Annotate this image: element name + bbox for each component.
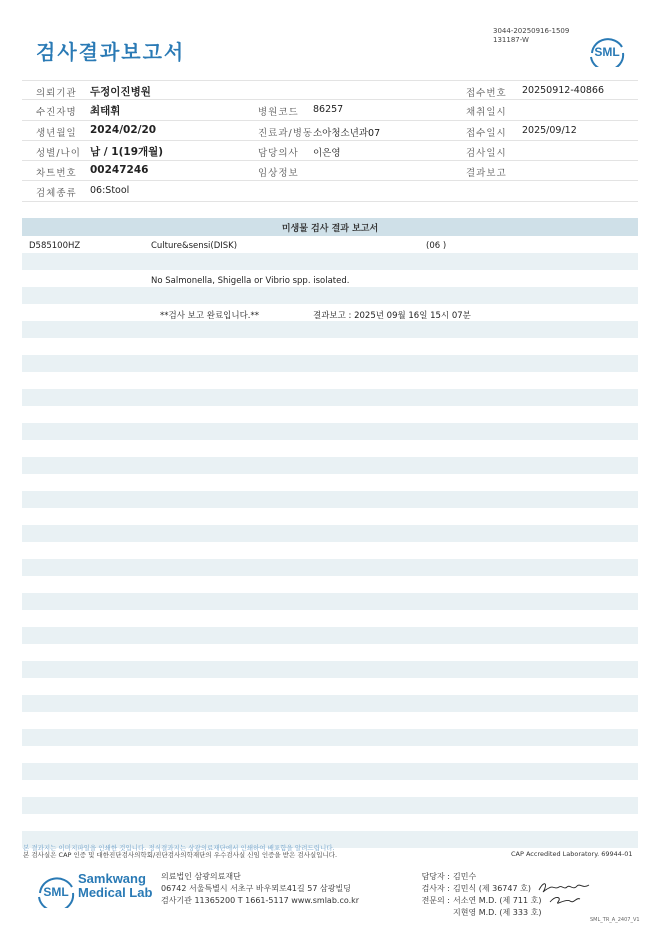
- doctor-label: 담당의사: [258, 147, 299, 159]
- row-stripe: [22, 763, 638, 780]
- report-id-line2: 131187-W: [493, 36, 529, 44]
- info-row: [22, 80, 638, 100]
- accession-value: 20250912-40866: [522, 85, 605, 96]
- chart-label: 차트번호: [36, 168, 77, 180]
- row-stripe: [22, 423, 638, 440]
- org-street: 06742 서울특별시 서초구 바우뫼로41길 57 삼광빌딩: [161, 884, 351, 893]
- row-stripe: [22, 661, 638, 678]
- name-label: 수진자명: [36, 107, 77, 119]
- receipt-date-value: 2025/09/12: [522, 124, 577, 136]
- brand-line2: Medical Lab: [78, 885, 153, 900]
- row-stripe: [22, 491, 638, 508]
- name-value: 최태휘: [90, 105, 121, 118]
- tester-label: 검사자 :: [421, 884, 450, 893]
- form-id: SML_TR_A_2407_V1: [590, 917, 640, 923]
- org-name: 의료법인 삼광의료재단: [161, 872, 241, 881]
- birth-value: 2024/02/20: [90, 123, 157, 136]
- clinical-label: 임상정보: [258, 168, 299, 180]
- specialist2-value: 지현영 M.D. (제 333 호): [453, 908, 542, 917]
- report-id: [493, 27, 569, 45]
- manager-label: 담당자 :: [421, 872, 450, 881]
- row-stripe: [22, 457, 638, 474]
- specialist1-value: 서소연 M.D. (제 711 호): [453, 896, 542, 905]
- page-title: 검사결과보고서: [36, 40, 186, 64]
- accession-label: 접수번호: [466, 88, 507, 99]
- logo-text: SML: [43, 885, 69, 899]
- row-stripe: [22, 593, 638, 610]
- dept-label: 진료과/병동: [258, 127, 314, 139]
- collect-date-label: 채취일시: [466, 107, 507, 119]
- tester-value: 김민식 (제 36747 호): [453, 884, 531, 893]
- hospital-code-value: 86257: [313, 104, 344, 116]
- cap-accreditation: CAP Accredited Laboratory. 69944-01: [511, 850, 633, 858]
- result-report-label: 결과보고: [466, 168, 507, 180]
- sml-logo-icon: [36, 872, 76, 908]
- org-address: [161, 871, 359, 907]
- row-stripe: [22, 797, 638, 814]
- row-stripe: [22, 321, 638, 338]
- test-code: D585100HZ: [29, 241, 81, 251]
- chart-value: 00247246: [90, 164, 149, 177]
- specimen-value: 06:Stool: [90, 185, 130, 197]
- row-stripe: [22, 559, 638, 576]
- hospital-code-label: 병원코드: [258, 107, 299, 119]
- row-stripe: [22, 253, 638, 270]
- signature-image: [548, 893, 582, 907]
- report-datetime: 결과보고 : 2025년 09월 16일 15시 07분: [313, 311, 471, 321]
- signature-image: [537, 880, 591, 894]
- sml-logo-icon: [588, 33, 626, 67]
- result-text: No Salmonella, Shigella or Vibrio spp. isolated.: [151, 276, 350, 286]
- hospital-label: 의뢰기관: [36, 88, 77, 99]
- test-name: Culture&sensi(DISK): [151, 241, 238, 251]
- manager-value: 김민수: [453, 872, 477, 881]
- receipt-date-label: 접수일시: [466, 127, 507, 139]
- brand-line1: Samkwang: [78, 871, 146, 886]
- row-stripe: [22, 525, 638, 542]
- dept-value: 소아청소년과07: [313, 127, 381, 139]
- info-row: [22, 161, 638, 181]
- completion-note: **검사 보고 완료입니다.**: [160, 311, 260, 321]
- doctor-value: 이은영: [313, 147, 341, 159]
- sex-age-label: 성별/나이: [36, 147, 81, 159]
- info-row: [22, 121, 638, 141]
- result-area: [22, 236, 638, 826]
- specimen-code: (06 ): [426, 241, 447, 251]
- row-stripe: [22, 695, 638, 712]
- row-stripe: [22, 287, 638, 304]
- patient-info-table: [22, 80, 638, 202]
- hospital-value: 두정이진병원: [90, 86, 151, 98]
- section-title: 미생물 검사 결과 보고서: [22, 218, 638, 236]
- brand-name: [78, 872, 152, 900]
- row-stripe: [22, 389, 638, 406]
- row-stripe: [22, 729, 638, 746]
- staff-list: [416, 871, 541, 919]
- org-contact: 검사기관 11365200 T 1661-5117 www.smlab.co.kr: [161, 896, 360, 905]
- info-row: [22, 100, 638, 120]
- specialist-label: 전문의 :: [421, 896, 450, 905]
- image-notice: 본 결과지는 이미지파일을 인쇄한 것입니다. 정식결과지는 상광의료재단에서 인쇄하여 배포함을 알려드립니다.: [23, 844, 335, 852]
- row-stripe: [22, 627, 638, 644]
- report-id-line1: 3044-20250916-1509: [493, 27, 570, 35]
- birth-label: 생년월일: [36, 127, 77, 139]
- specimen-label: 검체종류: [36, 188, 77, 200]
- sex-age-value: 남 / 1(19개월): [90, 145, 164, 158]
- info-row: [22, 141, 638, 161]
- test-date-label: 검사일시: [466, 147, 507, 159]
- logo-text: SML: [594, 45, 620, 59]
- row-stripe: [22, 355, 638, 372]
- info-row: [22, 181, 638, 201]
- accreditation-notice: 본 검사실은 CAP 인증 및 대한진단검사의학회/진단검사의학재단의 우수검사실 신임 인증을 받은 검사실입니다.: [23, 851, 338, 859]
